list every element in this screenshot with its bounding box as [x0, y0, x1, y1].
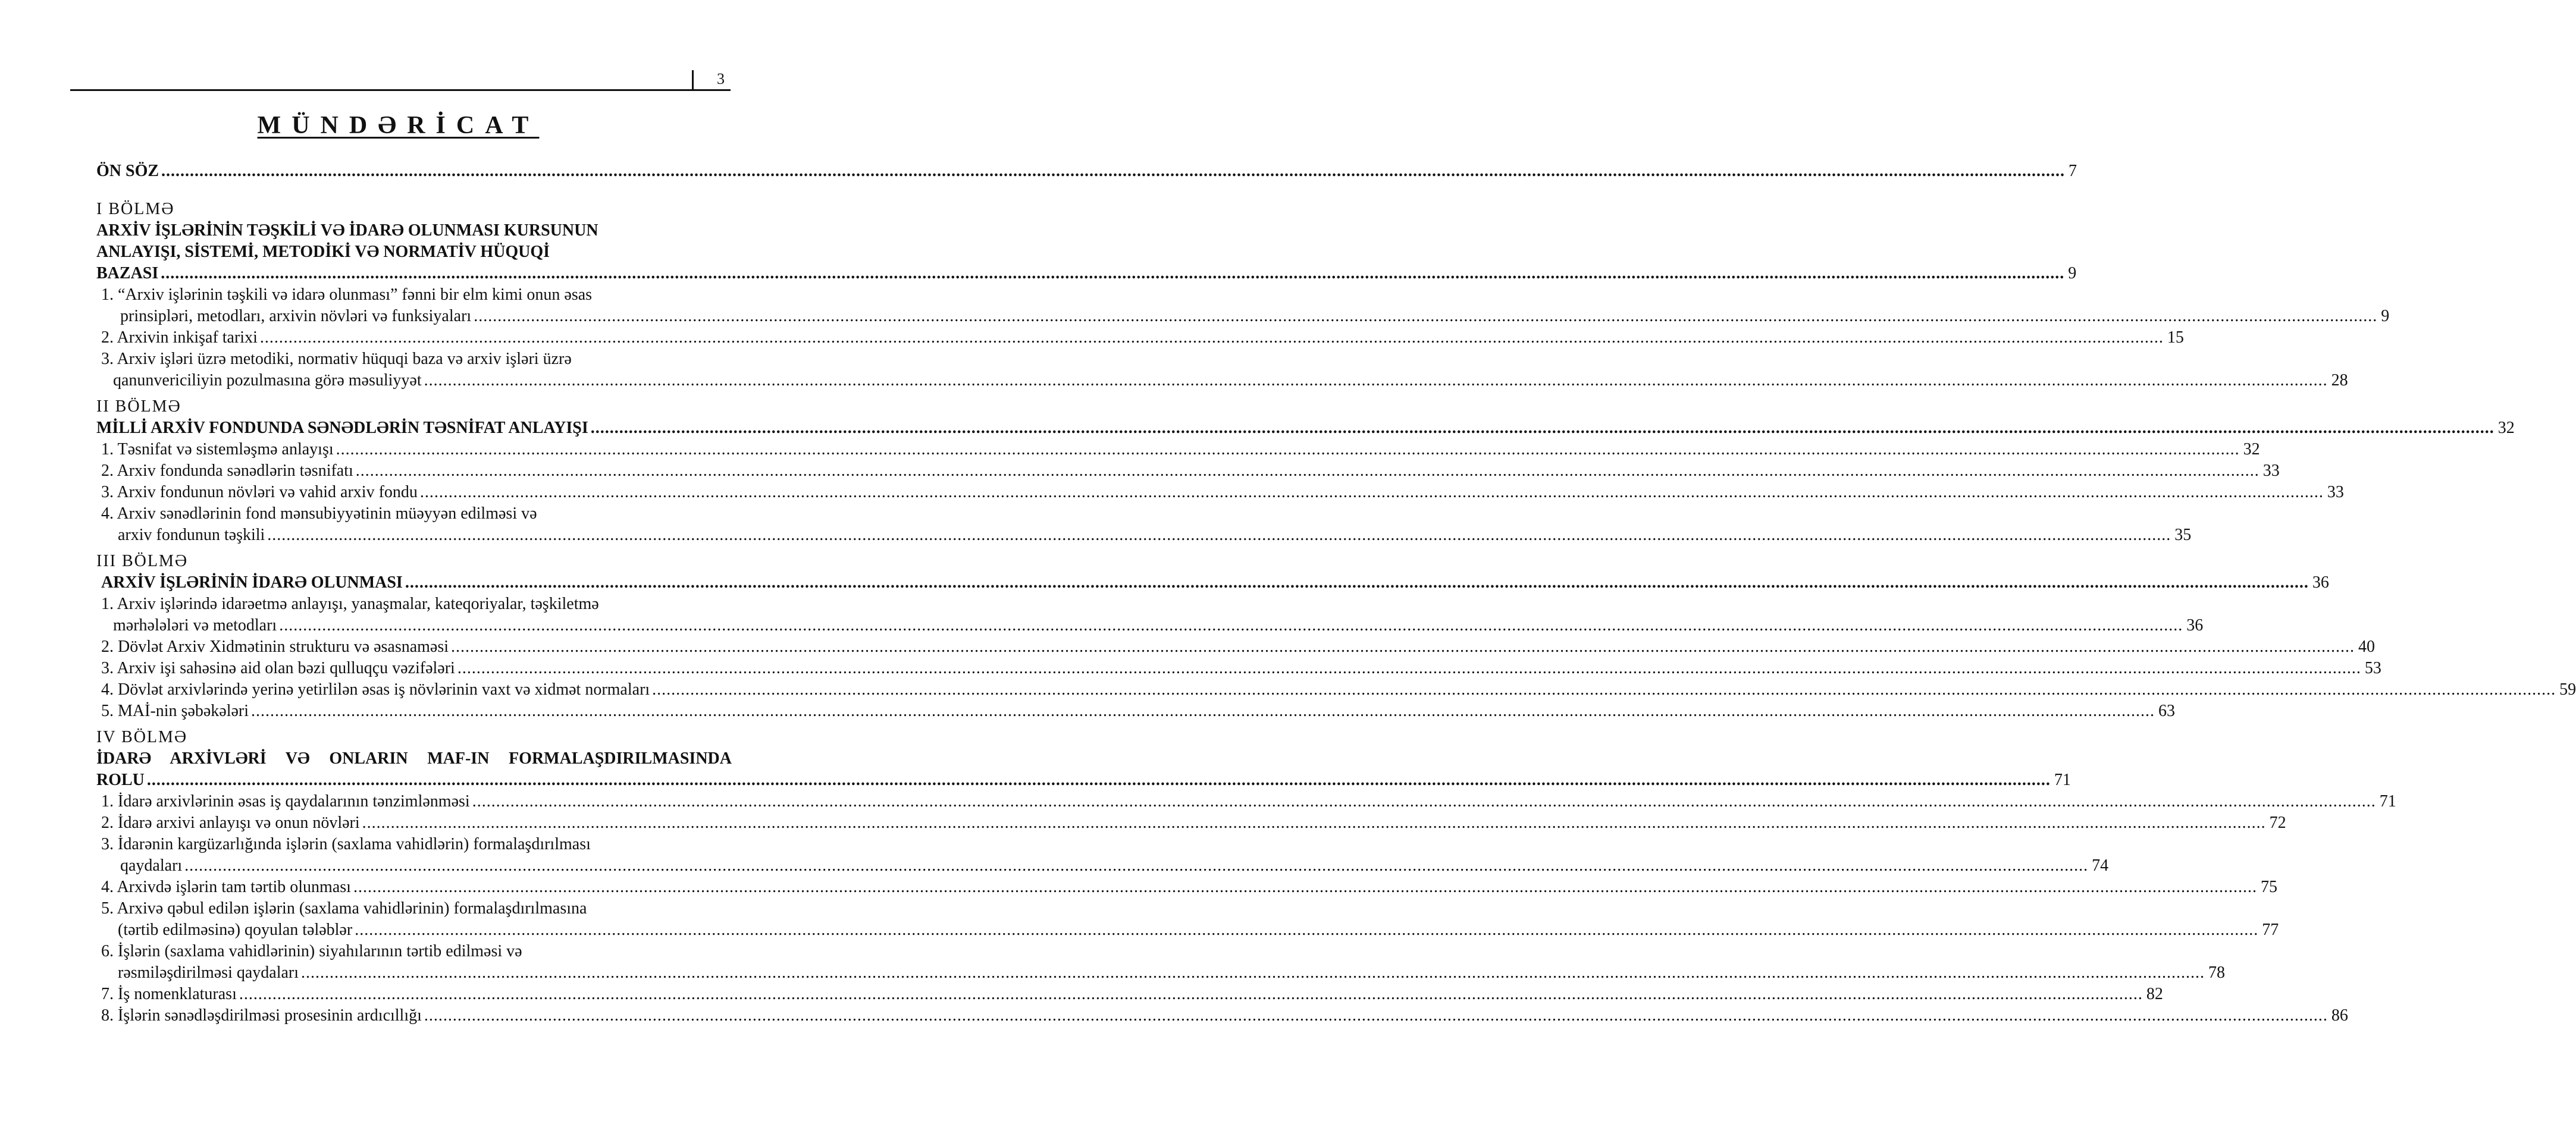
toc-entry-text: arxiv fondunun təşkili [118, 526, 265, 544]
toc-entry-text: ÖN SÖZ [96, 162, 159, 180]
toc-entry-text: 8. İşlərin sənədləşdirilməsi prosesinin ardıcıllığı [101, 1006, 422, 1025]
toc-entry-line[interactable] [96, 834, 732, 855]
toc-entry[interactable] [96, 439, 2260, 460]
toc-entry-text: 4. Dövlət arxivlərində yerinə yetirlilən əsas iş növlərinin vaxt və xidmət normaları [101, 680, 650, 699]
toc-entry-text: 6. İşlərin (saxlama vahidlərinin) siyahılarının tərtib edilməsi və [101, 942, 522, 960]
toc-entry-line[interactable] [96, 941, 732, 962]
header-rule [70, 89, 731, 91]
toc-section-heading[interactable] [96, 199, 732, 220]
table-of-contents [96, 161, 2576, 1026]
toc-entry[interactable] [96, 919, 2279, 941]
leader-dots: ................................................................................................................................................................................................................................................................................................................................................................................................................ [184, 856, 2089, 875]
toc-entry-text: ROLU [96, 771, 145, 789]
toc-spacer [96, 391, 732, 396]
toc-entry-text: MİLLİ ARXİV FONDUNDA SƏNƏDLƏRİN TƏSNİFAT ANLAYIŞI [96, 419, 588, 437]
toc-page-number: 53 [2364, 659, 2381, 677]
toc-entry-line[interactable] [96, 241, 732, 263]
section-label: II BÖLMƏ [96, 397, 181, 416]
leader-dots: ................................................................................................................................................................................................................................................................................................................................................................................................................ [590, 419, 2494, 437]
toc-entry-text: qaydaları [120, 856, 183, 875]
leader-dots: ................................................................................................................................................................................................................................................................................................................................................................................................................ [474, 307, 2378, 325]
toc-page-number: 86 [2331, 1006, 2348, 1025]
toc-entry-text: İDARƏ ARXİVLƏRİ VƏ ONLARIN MAF-IN FORMALAŞDIRILMASINDA [96, 749, 732, 768]
toc-entry-text: 3. Arxiv fondunun növləri və vahid arxiv fondu [101, 483, 418, 501]
toc-entry[interactable] [96, 770, 2071, 791]
toc-entry-text: 1. Arxiv işlərində idarəetmə anlayışı, yanaşmalar, kateqoriyalar, təşkiletmə [101, 595, 599, 613]
leader-dots: ................................................................................................................................................................................................................................................................................................................................................................................................................ [424, 1006, 2328, 1025]
leader-dots: ................................................................................................................................................................................................................................................................................................................................................................................................................ [355, 921, 2259, 939]
toc-entry[interactable] [96, 679, 2576, 701]
leader-dots: ................................................................................................................................................................................................................................................................................................................................................................................................................ [451, 638, 2355, 656]
toc-entry[interactable] [96, 636, 2376, 658]
toc-entry-text: 2. Arxiv fondunda sənədlərin təsnifatı [101, 461, 353, 480]
toc-entry-text: 2. Dövlət Arxiv Xidmətinin strukturu və əsasnaməsi [101, 638, 449, 656]
toc-page-number: 36 [2312, 573, 2329, 592]
toc-entry[interactable] [96, 306, 2390, 327]
toc-entry[interactable] [96, 525, 2192, 546]
toc-entry[interactable] [96, 327, 2184, 348]
section-label: III BÖLMƏ [96, 552, 189, 570]
toc-page-number: 78 [2208, 963, 2226, 982]
toc-page-number: 40 [2358, 638, 2376, 656]
toc-entry[interactable] [96, 460, 2280, 482]
toc-entry-text: 2. İdarə arxivi anlayışı və onun növləri [101, 814, 360, 832]
toc-page-number: 36 [2186, 616, 2204, 635]
toc-spacer [96, 546, 732, 551]
toc-entry[interactable] [96, 615, 2204, 636]
toc-entry-text: 4. Arxivdə işlərin tam tərtib olunması [101, 878, 351, 896]
leader-dots: ................................................................................................................................................................................................................................................................................................................................................................................................................ [279, 616, 2183, 635]
toc-entry-line[interactable] [96, 594, 732, 615]
toc-entry-text: 3. Arxiv işləri üzrə metodiki, normativ hüquqi baza və arxiv işləri üzrə [101, 350, 572, 368]
leader-dots: ................................................................................................................................................................................................................................................................................................................................................................................................................ [146, 771, 2051, 789]
toc-entry-text: BAZASI [96, 264, 159, 282]
toc-page-number: 71 [2379, 792, 2396, 811]
toc-entry-line[interactable] [96, 284, 732, 306]
leader-dots: ................................................................................................................................................................................................................................................................................................................................................................................................................ [251, 702, 2155, 720]
leader-dots: ................................................................................................................................................................................................................................................................................................................................................................................................................ [239, 985, 2143, 1003]
toc-entry-text: 1. İdarə arxivlərinin əsas iş qaydalarının tənzimlənməsi [101, 792, 470, 811]
toc-entry[interactable] [96, 701, 2176, 722]
section-label: IV BÖLMƏ [96, 728, 188, 746]
toc-entry-text: 1. “Arxiv işlərinin təşkili və idarə olunması” fənni bir elm kimi onun əsas [101, 285, 593, 304]
leader-dots: ................................................................................................................................................................................................................................................................................................................................................................................................................ [267, 526, 2171, 544]
toc-entry-text: 2. Arxivin inkişaf tarixi [101, 328, 258, 347]
toc-entry-text: rəsmiləşdirilməsi qaydaları [118, 963, 299, 982]
toc-entry[interactable] [96, 572, 2329, 594]
toc-spacer [96, 182, 732, 199]
toc-entry-text: mərhələləri və metodları [113, 616, 277, 635]
toc-entry[interactable] [96, 791, 2396, 812]
toc-entry-line[interactable] [96, 898, 732, 919]
toc-spacer [96, 722, 732, 727]
leader-dots: ................................................................................................................................................................................................................................................................................................................................................................................................................ [301, 963, 2205, 982]
toc-entry[interactable] [96, 984, 2163, 1005]
page-title [0, 111, 797, 140]
toc-entry[interactable] [96, 855, 2109, 877]
toc-page-number: 33 [2327, 483, 2344, 501]
leader-dots: ................................................................................................................................................................................................................................................................................................................................................................................................................ [419, 483, 2324, 501]
leader-dots: ................................................................................................................................................................................................................................................................................................................................................................................................................ [362, 814, 2266, 832]
toc-entry-text: ARXİV İŞLƏRİNİN İDARƏ OLUNMASI [101, 573, 403, 592]
toc-entry-line[interactable] [96, 348, 732, 370]
toc-page-number: 77 [2262, 921, 2279, 939]
toc-entry[interactable] [96, 417, 2515, 439]
toc-section-heading[interactable] [96, 551, 732, 572]
page-number: 3 [717, 70, 725, 87]
toc-page-number: 32 [2243, 440, 2260, 459]
toc-entry-text: 5. MAİ-nin şəbəkələri [101, 702, 249, 720]
toc-page-number: 71 [2054, 771, 2071, 789]
section-label: I BÖLMƏ [96, 200, 175, 218]
leader-dots: ................................................................................................................................................................................................................................................................................................................................................................................................................ [161, 264, 2065, 282]
toc-entry-text: ANLAYIŞI, SİSTEMİ, METODİKİ VƏ NORMATİV HÜQUQİ [96, 243, 550, 261]
toc-entry-text: 4. Arxiv sənədlərinin fond mənsubiyyətinin müəyyən edilməsi və [101, 504, 537, 523]
leader-dots: ................................................................................................................................................................................................................................................................................................................................................................................................................ [652, 680, 2556, 699]
leader-dots: ................................................................................................................................................................................................................................................................................................................................................................................................................ [405, 573, 2309, 592]
toc-entry-text: 3. Arxiv işi sahəsinə aid olan bəzi qulluqçu vəzifələri [101, 659, 455, 677]
toc-entry[interactable] [96, 263, 2077, 284]
toc-page-number: 9 [2381, 307, 2390, 325]
toc-page-number: 75 [2260, 878, 2277, 896]
toc-page-number: 82 [2146, 985, 2163, 1003]
toc-page-number: 63 [2158, 702, 2176, 720]
toc-page-number: 72 [2269, 814, 2286, 832]
header-divider [692, 70, 694, 90]
toc-page-number: 33 [2262, 461, 2280, 480]
toc-entry-text: (tərtib edilməsinə) qoyulan tələblər [118, 921, 353, 939]
toc-entry[interactable] [96, 370, 2348, 391]
leader-dots: ................................................................................................................................................................................................................................................................................................................................................................................................................ [336, 440, 2240, 459]
title-text: MÜNDƏRİCAT [257, 112, 540, 139]
leader-dots: ................................................................................................................................................................................................................................................................................................................................................................................................................ [457, 659, 2361, 677]
toc-entry-text: 5. Arxivə qəbul edilən işlərin (saxlama vahidlərinin) formalaşdırılmasına [101, 899, 587, 918]
toc-section-heading[interactable] [96, 396, 732, 417]
leader-dots: ................................................................................................................................................................................................................................................................................................................................................................................................................ [424, 371, 2328, 390]
leader-dots: ................................................................................................................................................................................................................................................................................................................................................................................................................ [353, 878, 2257, 896]
toc-entry[interactable] [96, 877, 2277, 898]
toc-page-number: 35 [2174, 526, 2192, 544]
toc-entry-text: 1. Təsnifat və sistemləşmə anlayışı [101, 440, 334, 459]
toc-entry-text: qanunvericiliyin pozulmasına görə məsuliyyət [113, 371, 422, 390]
toc-section-heading[interactable] [96, 727, 732, 748]
toc-page-number: 7 [2069, 162, 2077, 180]
toc-entry[interactable] [96, 812, 2286, 834]
leader-dots: ................................................................................................................................................................................................................................................................................................................................................................................................................ [472, 792, 2376, 811]
toc-entry-text: 7. İş nomenklaturası [101, 985, 237, 1003]
leader-dots: ................................................................................................................................................................................................................................................................................................................................................................................................................ [161, 162, 2066, 180]
toc-entry-line[interactable] [96, 748, 732, 770]
toc-entry-line[interactable] [96, 220, 732, 241]
toc-entry-text: ARXİV İŞLƏRİNİN TƏŞKİLİ VƏ İDARƏ OLUNMASI KURSUNUN [96, 221, 598, 240]
toc-entry[interactable] [96, 482, 2344, 503]
toc-entry[interactable] [96, 161, 2077, 182]
leader-dots: ................................................................................................................................................................................................................................................................................................................................................................................................................ [259, 328, 2164, 347]
toc-entry-text: prinsipləri, metodları, arxivin növləri və funksiyaları [120, 307, 472, 325]
toc-entry[interactable] [96, 1005, 2348, 1026]
toc-page-number: 28 [2331, 371, 2348, 390]
toc-entry-line[interactable] [96, 503, 732, 525]
toc-page-number: 9 [2068, 264, 2077, 282]
toc-entry-text: 3. İdarənin kargüzarlığında işlərin (saxlama vahidlərin) formalaşdırılması [101, 835, 591, 853]
toc-page-number: 59 [2559, 680, 2576, 699]
toc-entry[interactable] [96, 962, 2226, 984]
toc-page-number: 74 [2092, 856, 2109, 875]
toc-entry[interactable] [96, 658, 2381, 679]
toc-page-number: 32 [2497, 419, 2515, 437]
toc-page-number: 15 [2167, 328, 2184, 347]
leader-dots: ................................................................................................................................................................................................................................................................................................................................................................................................................ [355, 461, 2260, 480]
